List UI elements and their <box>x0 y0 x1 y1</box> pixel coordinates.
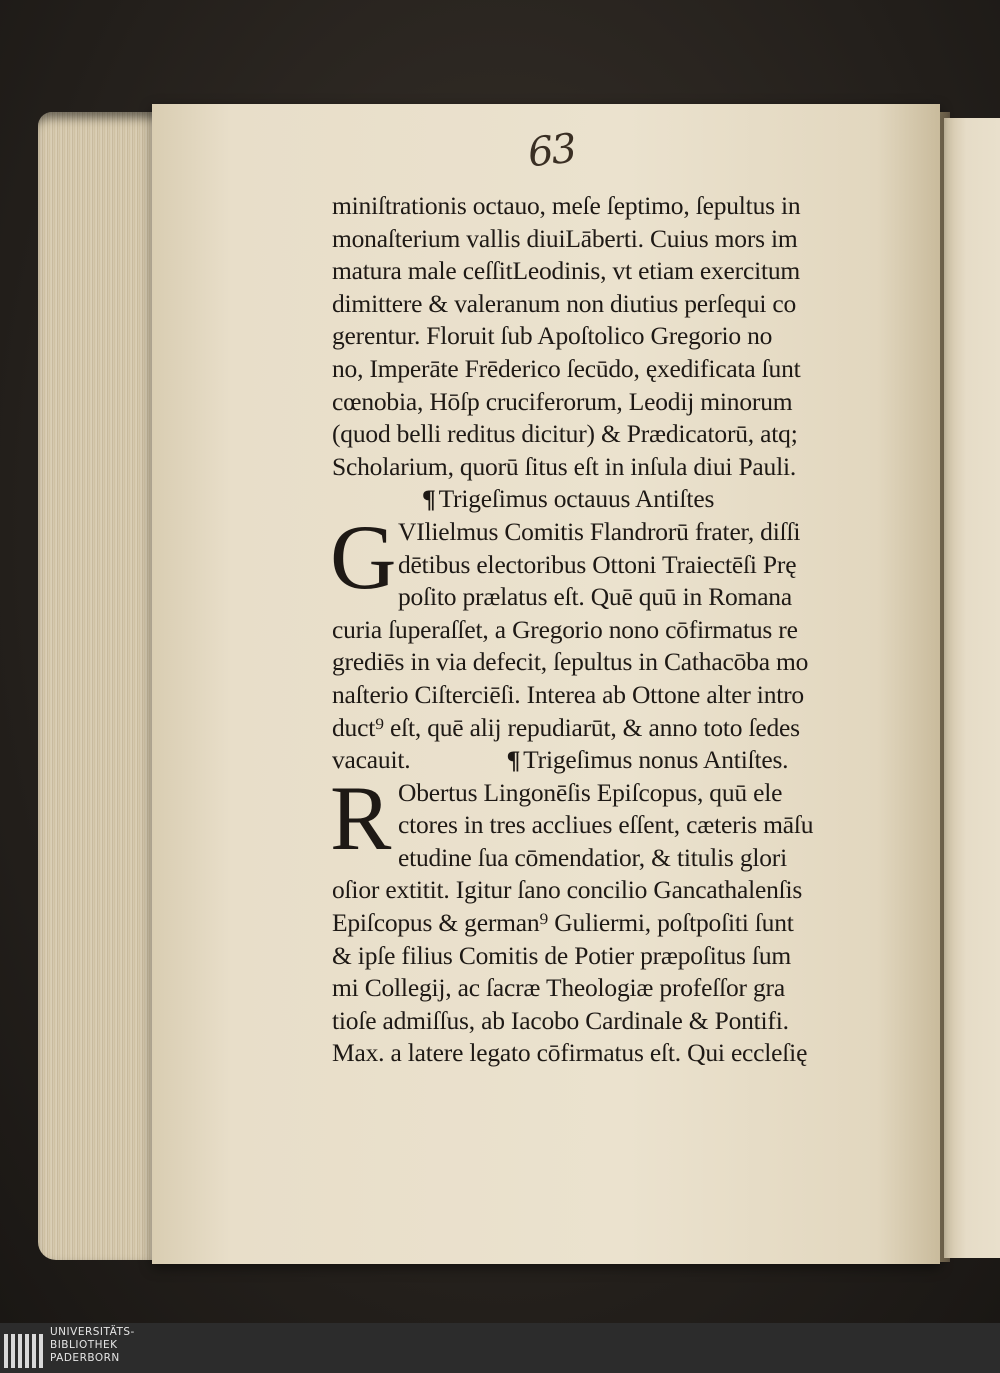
text-line: cœnobia, Hōſp cruciferorum, Leodij minorum <box>332 386 793 416</box>
text-line: grediēs in via defecit, ſepultus in Cathacōba mo <box>332 647 809 677</box>
library-name-line: UNIVERSITÄTS- <box>50 1326 135 1338</box>
text-line: matura male ceſſitLeodinis, vt etiam exercitum <box>332 256 801 286</box>
text-block <box>332 190 912 1070</box>
library-name <box>50 1326 135 1365</box>
pilcrow-icon: ¶ <box>506 745 521 775</box>
text-line-with-heading <box>332 744 912 777</box>
text-line: oſior extitit. Igitur ſano concilio Gancathalenſis <box>332 875 803 905</box>
pilcrow-icon: ¶ <box>422 484 436 514</box>
drop-cap-initial: R <box>330 766 392 869</box>
text-line: etudine ſua cōmendatior, & titulis glori <box>398 842 787 872</box>
text-line: VIlielmus Comitis Flandrorū frater, diſſi <box>398 516 801 546</box>
text-line: poſito prælatus eſt. Quē quū in Romana <box>398 582 792 612</box>
text-line: Epiſcopus & german⁹ Guliermi, poſtpoſiti ſunt <box>332 908 794 938</box>
folio-number: 63 <box>525 125 578 177</box>
text-line: naſterio Ciſterciēſi. Interea ab Ottone alter intro <box>332 679 804 709</box>
section-heading-text: Trigeſimus nonus Antiſtes. <box>523 745 789 775</box>
text-line: gerentur. Floruit ſub Apoſtolico Gregorio no <box>332 321 773 351</box>
text-line: Max. a latere legato cōfirmatus eſt. Qui eccleſię <box>332 1038 808 1068</box>
section-heading-text: Trigeſimus octauus Antiſtes <box>438 484 715 514</box>
library-logo-icon <box>4 1328 44 1368</box>
text-line: dētibus electoribus Ottoni Traiectēſi Prę <box>398 549 797 579</box>
footer-bar <box>0 1323 1000 1373</box>
paragraph-robertus <box>330 766 912 1070</box>
library-name-line: BIBLIOTHEK <box>50 1339 118 1351</box>
text-line: miniſtrationis octauo, meſe ſeptimo, ſepultus in <box>332 191 801 220</box>
text-line: curia ſuperaſſet, a Gregorio nono cōfirmatus re <box>332 614 798 644</box>
text-line: mi Collegij, ac ſacræ Theologiæ profeſſor gra <box>332 973 785 1003</box>
text-line: tioſe admiſſus, ab Iacobo Cardinale & Pontifi. <box>332 1005 789 1035</box>
text-line: Scholarium, quorū ſitus eſt in inſula diui Pauli. <box>332 451 797 481</box>
text-line: Obertus Lingonēſis Epiſcopus, quū ele <box>398 777 783 807</box>
drop-cap-initial: G <box>330 505 397 608</box>
text-line: duct⁹ eſt, quē alij repudiarūt, & anno toto ſedes <box>332 712 800 742</box>
text-line: & ipſe filius Comitis de Potier præpoſitus ſum <box>332 940 792 970</box>
text-line: ctores in tres accliues eſſent, cæteris māſu <box>398 810 814 840</box>
section-heading <box>332 483 912 516</box>
library-name-line: PADERBORN <box>50 1352 120 1364</box>
paragraph-guilielmus <box>330 505 912 777</box>
text-line: (quod belli reditus dicitur) & Prædicatorū, atq; <box>332 419 798 449</box>
facing-page <box>944 118 1000 1258</box>
text-line: dimittere & valeranum non diutius perſequi co <box>332 288 797 318</box>
text-line: monaſterium vallis diuiLāberti. Cuius mors im <box>332 223 798 253</box>
text-line: no, Imperāte Frēderico ſecūdo, ęxedificata ſunt <box>332 353 801 383</box>
text-line: vacauit. <box>332 745 411 775</box>
